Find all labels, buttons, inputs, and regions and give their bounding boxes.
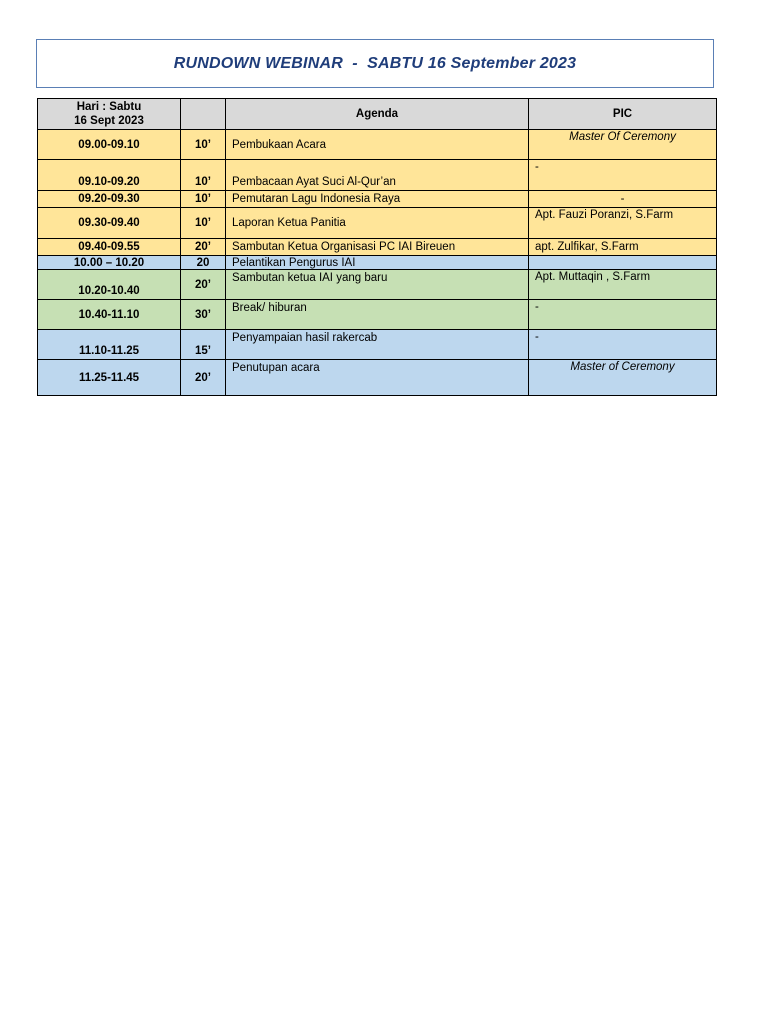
table-row bbox=[38, 130, 717, 160]
row-time: 09.20-09.30 bbox=[38, 191, 181, 208]
row-agenda: Sambutan Ketua Organisasi PC IAI Bireuen bbox=[226, 239, 529, 256]
title-box bbox=[36, 39, 714, 88]
row-pic: - bbox=[529, 300, 717, 330]
row-pic: - bbox=[529, 160, 717, 191]
table-row bbox=[38, 191, 717, 208]
row-agenda: Pemutaran Lagu Indonesia Raya bbox=[226, 191, 529, 208]
header-agenda: Agenda bbox=[226, 99, 529, 130]
table-row bbox=[38, 208, 717, 239]
row-time: 11.10-11.25 bbox=[38, 330, 181, 360]
row-pic: Apt. Muttaqin , S.Farm bbox=[529, 270, 717, 300]
row-time: 09.30-09.40 bbox=[38, 208, 181, 239]
row-agenda: Pembacaan Ayat Suci Al-Qur’an bbox=[226, 160, 529, 191]
row-duration: 15’ bbox=[181, 330, 226, 360]
row-duration: 10’ bbox=[181, 160, 226, 191]
row-pic: Master Of Ceremony bbox=[529, 130, 717, 160]
row-pic: - bbox=[529, 330, 717, 360]
row-pic: apt. Zulfikar, S.Farm bbox=[529, 239, 717, 256]
table-row bbox=[38, 360, 717, 396]
header-day-line1: Hari : Sabtu bbox=[76, 101, 142, 113]
row-agenda: Pelantikan Pengurus IAI bbox=[226, 256, 529, 270]
table-row bbox=[38, 270, 717, 300]
row-pic: Apt. Fauzi Poranzi, S.Farm bbox=[529, 208, 717, 239]
row-pic bbox=[529, 256, 717, 270]
row-duration: 10’ bbox=[181, 191, 226, 208]
table-row bbox=[38, 330, 717, 360]
row-duration: 10’ bbox=[181, 208, 226, 239]
rundown-table bbox=[37, 98, 717, 396]
row-agenda: Pembukaan Acara bbox=[226, 130, 529, 160]
row-duration: 10’ bbox=[181, 130, 226, 160]
table-header-row bbox=[38, 99, 717, 130]
row-duration: 20’ bbox=[181, 239, 226, 256]
row-duration: 30’ bbox=[181, 300, 226, 330]
header-duration bbox=[181, 99, 226, 130]
table-row bbox=[38, 256, 717, 270]
row-agenda: Penyampaian hasil rakercab bbox=[226, 330, 529, 360]
row-time: 09.00-09.10 bbox=[38, 130, 181, 160]
row-duration: 20’ bbox=[181, 270, 226, 300]
row-time: 10.00 – 10.20 bbox=[38, 256, 181, 270]
row-pic: - bbox=[529, 191, 717, 208]
row-time: 10.20-10.40 bbox=[38, 270, 181, 300]
row-duration: 20 bbox=[181, 256, 226, 270]
row-time: 10.40-11.10 bbox=[38, 300, 181, 330]
row-duration: 20’ bbox=[181, 360, 226, 396]
row-time: 11.25-11.45 bbox=[38, 360, 181, 396]
row-pic: Master of Ceremony bbox=[529, 360, 717, 396]
table-row bbox=[38, 239, 717, 256]
row-time: 09.10-09.20 bbox=[38, 160, 181, 191]
row-agenda: Break/ hiburan bbox=[226, 300, 529, 330]
header-day-line2: 16 Sept 2023 bbox=[74, 115, 144, 127]
table-row bbox=[38, 300, 717, 330]
table-row bbox=[38, 160, 717, 191]
row-agenda: Sambutan ketua IAI yang baru bbox=[226, 270, 529, 300]
header-day bbox=[38, 99, 181, 130]
document-title: RUNDOWN WEBINAR - SABTU 16 September 2023 bbox=[173, 54, 577, 72]
row-agenda: Penutupan acara bbox=[226, 360, 529, 396]
row-agenda: Laporan Ketua Panitia bbox=[226, 208, 529, 239]
row-time: 09.40-09.55 bbox=[38, 239, 181, 256]
header-pic: PIC bbox=[529, 99, 717, 130]
